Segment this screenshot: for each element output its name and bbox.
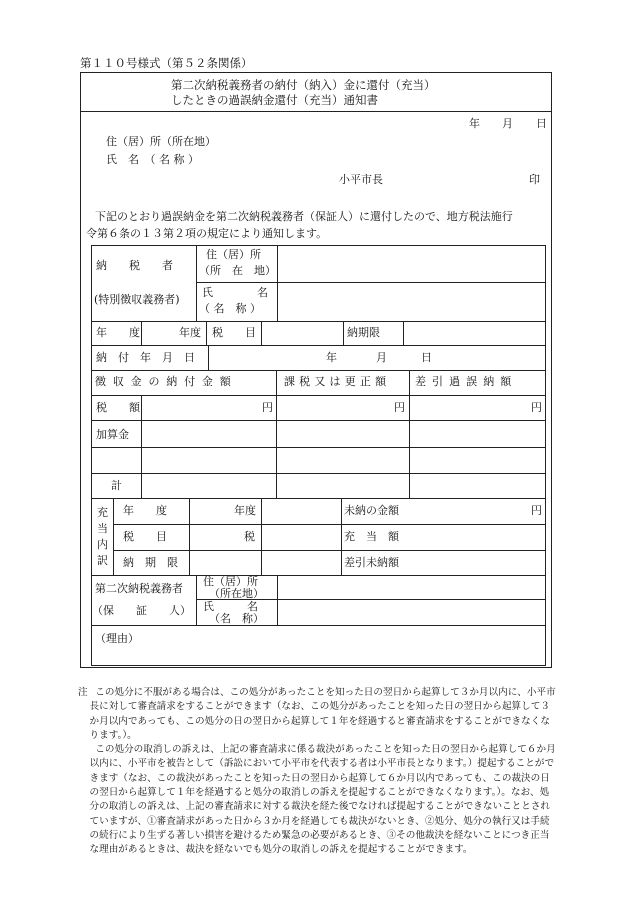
- collected-amount-header: 徴収金の納付金額: [95, 375, 238, 388]
- payment-date-month: 月: [376, 351, 387, 364]
- form-number: 第１１０号様式（第５２条関係）: [80, 56, 253, 70]
- payment-date-label: 納 付 年 月 日: [96, 351, 195, 364]
- appropriation-amount-label: 充 当 額: [344, 530, 399, 543]
- payment-date-year: 年: [326, 351, 337, 364]
- taxpayer-name-label-2: （ 名 称 ）: [199, 302, 261, 315]
- intro-line-2: 令第６条の１３第２項の規定により通知します。: [86, 227, 328, 240]
- secondary-name-label-2: （名 称）: [209, 612, 264, 625]
- secondary-taxpayer-label: 第二次納税義務者: [95, 582, 183, 595]
- appropriation-char-2: 当: [97, 522, 108, 535]
- taxpayer-address-label-1: 住（居）所: [206, 248, 261, 261]
- assessed-amount-header: 課税又は更正額: [284, 375, 391, 388]
- app-due-period-label: 納 期 限: [123, 556, 178, 569]
- issuer: 小平市長: [339, 173, 383, 186]
- special-collector-label: (特別徴収義務者): [94, 293, 180, 306]
- date-month: 月: [502, 117, 513, 130]
- net-unpaid-label: 差引未納額: [344, 556, 399, 569]
- fiscal-year-suffix: 年度: [179, 326, 201, 339]
- title-divider: [81, 111, 551, 112]
- taxpayer-label: 納 税 者: [96, 259, 173, 272]
- secondary-address-label-1: 住（居）所: [203, 575, 258, 588]
- note-label: 注: [78, 687, 88, 698]
- surcharge-label: 加算金: [96, 428, 129, 441]
- app-tax-suffix: 税: [244, 530, 255, 543]
- intro-line-1: 下記のとおり過誤納金を第二次納税義務者（保証人）に還付したので、地方税法施行: [95, 210, 513, 223]
- app-tax-item-label: 税 目: [123, 530, 167, 543]
- title-line-2: したときの過誤納金還付（充当）通知書: [171, 93, 378, 107]
- date-day: 日: [536, 117, 547, 130]
- net-overpaid-header: 差引過誤納額: [415, 375, 518, 388]
- tax-amount-label: 税 額: [96, 401, 140, 414]
- app-fiscal-year-suffix: 年度: [234, 504, 256, 517]
- tax-amount-yen-2: 円: [394, 401, 405, 414]
- appropriation-char-3: 内: [97, 538, 108, 551]
- addressee-address-label: 住（居）所（所在地）: [106, 135, 216, 148]
- seal: 印: [529, 173, 540, 186]
- addressee-name-label: 氏 名 （ 名 称 ）: [106, 153, 199, 166]
- total-label: 計: [111, 479, 122, 492]
- unpaid-amount-yen: 円: [531, 504, 542, 517]
- appropriation-char-4: 訳: [97, 554, 108, 567]
- notice-frame: [80, 72, 552, 668]
- tax-item-label: 税 目: [212, 326, 256, 339]
- fiscal-year-label: 年 度: [96, 326, 140, 339]
- unpaid-amount-label: 未納の金額: [344, 504, 399, 517]
- date-year: 年: [469, 117, 480, 130]
- secondary-address-label-2: （所在地）: [209, 587, 264, 600]
- appropriation-char-1: 充: [97, 506, 108, 519]
- tax-amount-yen-1: 円: [262, 401, 273, 414]
- note-paragraph-1: この処分に不服がある場合は、この処分があったことを知った日の翌日から起算して３か月以内に、小平市長に対して審査請求をすることができます（なお、この処分があったことを知った日の翌日から起算して３か月以内であっても、この処分の日の翌日から起算して１年を経過すると審査請求をすることができなくなります。）。: [89, 687, 556, 741]
- guarantor-label: （保 証 人）: [92, 604, 191, 617]
- secondary-name-label-1: 氏 名: [203, 600, 258, 613]
- notes-section: [78, 686, 556, 858]
- due-period-label: 納期限: [347, 326, 380, 339]
- app-fiscal-year-label: 年 度: [123, 504, 167, 517]
- taxpayer-name-label-1: 氏 名: [202, 286, 268, 299]
- payment-date-day: 日: [421, 351, 432, 364]
- title-line-1: 第二次納税義務者の納付（納入）金に還付（充当）: [171, 78, 436, 92]
- tax-amount-yen-3: 円: [531, 401, 542, 414]
- taxpayer-address-label-2: （所 在 地）: [199, 264, 276, 277]
- note-paragraph-2: この処分の取消しの訴えは、上記の審査請求に係る裁決があったことを知った日の翌日から起算して６か月以内に、小平市を被告として（訴訟において小平市を代表する者は小平市長となります。）提起することができます（なお、この裁決があったことを知った日の翌日から起算して６か月以内であっても、この裁決の日の翌日から起算して１年を経過すると処分の取消しの訴えを提起することができなくなります。）。なお、処分の取消しの訴えは、上記の審査請求に対する裁決を経た後でなければ提起することができないこととされていますが、①審査請求があった日から３か月を経過しても裁決がないとき、②処分、処分の執行又は手続の続行により生ずる著しい損害を避けるため緊急の必要があるとき、③その他裁決を経ないことにつき正当な理由があるときは、裁決を経ないでも処分の取消しの訴えを提起することができます。: [89, 744, 556, 856]
- reason-label: （理由）: [95, 632, 139, 645]
